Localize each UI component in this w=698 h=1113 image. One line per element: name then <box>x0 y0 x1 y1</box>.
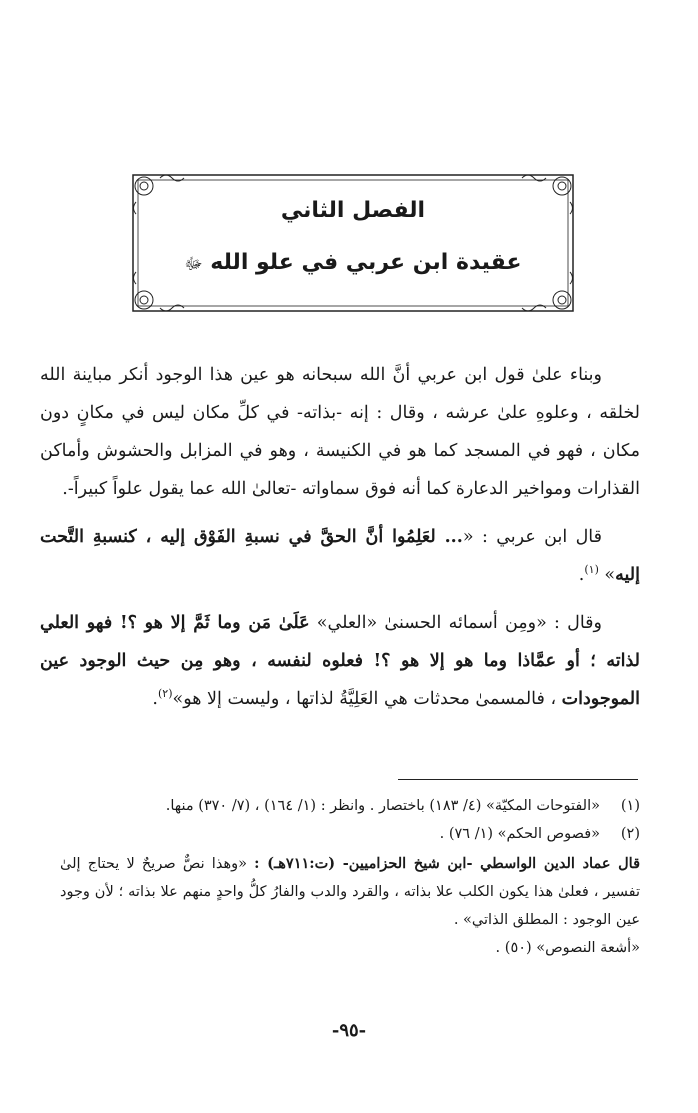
paragraph-2-quote: ... لعَلِمُوا أنَّ الحقَّ في نسبةِ الفَوْق إليه ، كنسبةِ التَّحت إليه <box>40 527 640 585</box>
paragraph-2: قال ابن عربي : «... لعَلِمُوا أنَّ الحقَّ في نسبةِ الفَوْق إليه ، كنسبةِ التَّحت إليه» $^{(١)}$. <box>40 527 640 585</box>
footnote-ref-1[interactable]: (١) <box>584 563 599 577</box>
chapter-title-text: عقيدة ابن عربي في علو الله <box>210 250 522 275</box>
chapter-header-box <box>130 172 576 314</box>
footnote-1-text: «الفتوحات المكيّة» (٤/ ١٨٣) باختصار . وانظر : (١/ ١٦٤) ، (٧/ ٣٧٠) منها. <box>165 798 600 814</box>
footnote-2-commentary-author: قال عماد الدين الواسطي -ابن شيخ الحزاميين- (ت:٧١١هـ) : <box>254 855 641 872</box>
paragraph-1: وبناء علىٰ قول ابن عربي أنَّ الله سبحانه هو عين هذا الوجود أنكر مباينة الله لخلقه ، وعلوهِ علىٰ عرشه ، وقال : إنه -بذاته- في كلِّ مكان ليس في مكانٍ دون مكان ، فهو في المسجد كما هو في الكنيسة ، وهو في المزابل والحشوش وأماكن القذارات ومواخير الدعارة كما أنه فوق سماواته -تعالىٰ الله عما يقول علواً كبيراً-. <box>40 365 640 499</box>
footnote-2-number: (٢) <box>620 826 640 842</box>
footnote-2-commentary <box>60 850 640 934</box>
paragraph-3-rest: ، فالمسمىٰ محدثات هي العَلِيَّةُ لذاتها ، وليست إلا هو» <box>172 689 562 709</box>
main-text <box>40 356 640 718</box>
ornamental-frame <box>130 172 576 314</box>
chapter-label: الفصل الثاني <box>280 198 426 223</box>
paragraph-3-bold: عَلَىٰ مَن وما ثَمَّ إلا هو ؟! فهو العلي لذاته ؛ أو عمَّاذا وما هو إلا هو ؟! فعلوه لنفسه ، وهو مِن حيث الوجود عين الموجودات <box>40 613 640 709</box>
page-number: -٩٥- <box>331 1020 367 1041</box>
footnote-2 <box>60 820 640 848</box>
footnote-2-text: «فصوص الحكم» (١/ ٧٦) . <box>439 826 600 842</box>
chapter-title <box>130 250 576 277</box>
footnotes <box>60 792 640 962</box>
paragraph-2-close: » <box>598 565 616 585</box>
footnote-ref-2[interactable]: (٢) <box>157 687 173 701</box>
paragraph-3: وقال : «ومِن أسمائه الحسنىٰ «العلي» عَلَىٰ مَن وما ثَمَّ إلا هو ؟! فهو العلي لذاته ؛ أو عمَّاذا وما هو إلا هو ؟! فعلوه لنفسه ، وهو مِن حيث الوجود عين الموجودات ، فالمسمىٰ محدثات هي العَلِيَّةُ لذاتها ، وليست إلا هو»$^{(٢)}$. <box>40 613 640 709</box>
corner-ornament-icon <box>134 175 573 311</box>
footnote-2-commentary-text: «وهذا نصٌّ صريحٌ لا يحتاج إلىٰ تفسير ، فعلىٰ هذا يكون الكلب علا بذاته ، والقرد والدب والفارُ كلُّ واحدٍ منهم علا بذاته ؛ لأن وجود عين الوجود : المطلق الذاتي» . <box>60 856 640 928</box>
paragraph-3-intro: وقال : «ومِن أسمائه الحسنىٰ «العلي» <box>309 613 602 633</box>
footnote-divider <box>398 779 638 780</box>
paragraph-2-intro: قال ابن عربي : « <box>462 527 602 547</box>
footnote-1 <box>60 792 640 820</box>
footnote-2-source: «أشعة النصوص» (٥٠) . <box>495 940 640 956</box>
honorific-glyph: ﷻ <box>184 254 203 273</box>
footnote-1-number: (١) <box>620 798 640 814</box>
